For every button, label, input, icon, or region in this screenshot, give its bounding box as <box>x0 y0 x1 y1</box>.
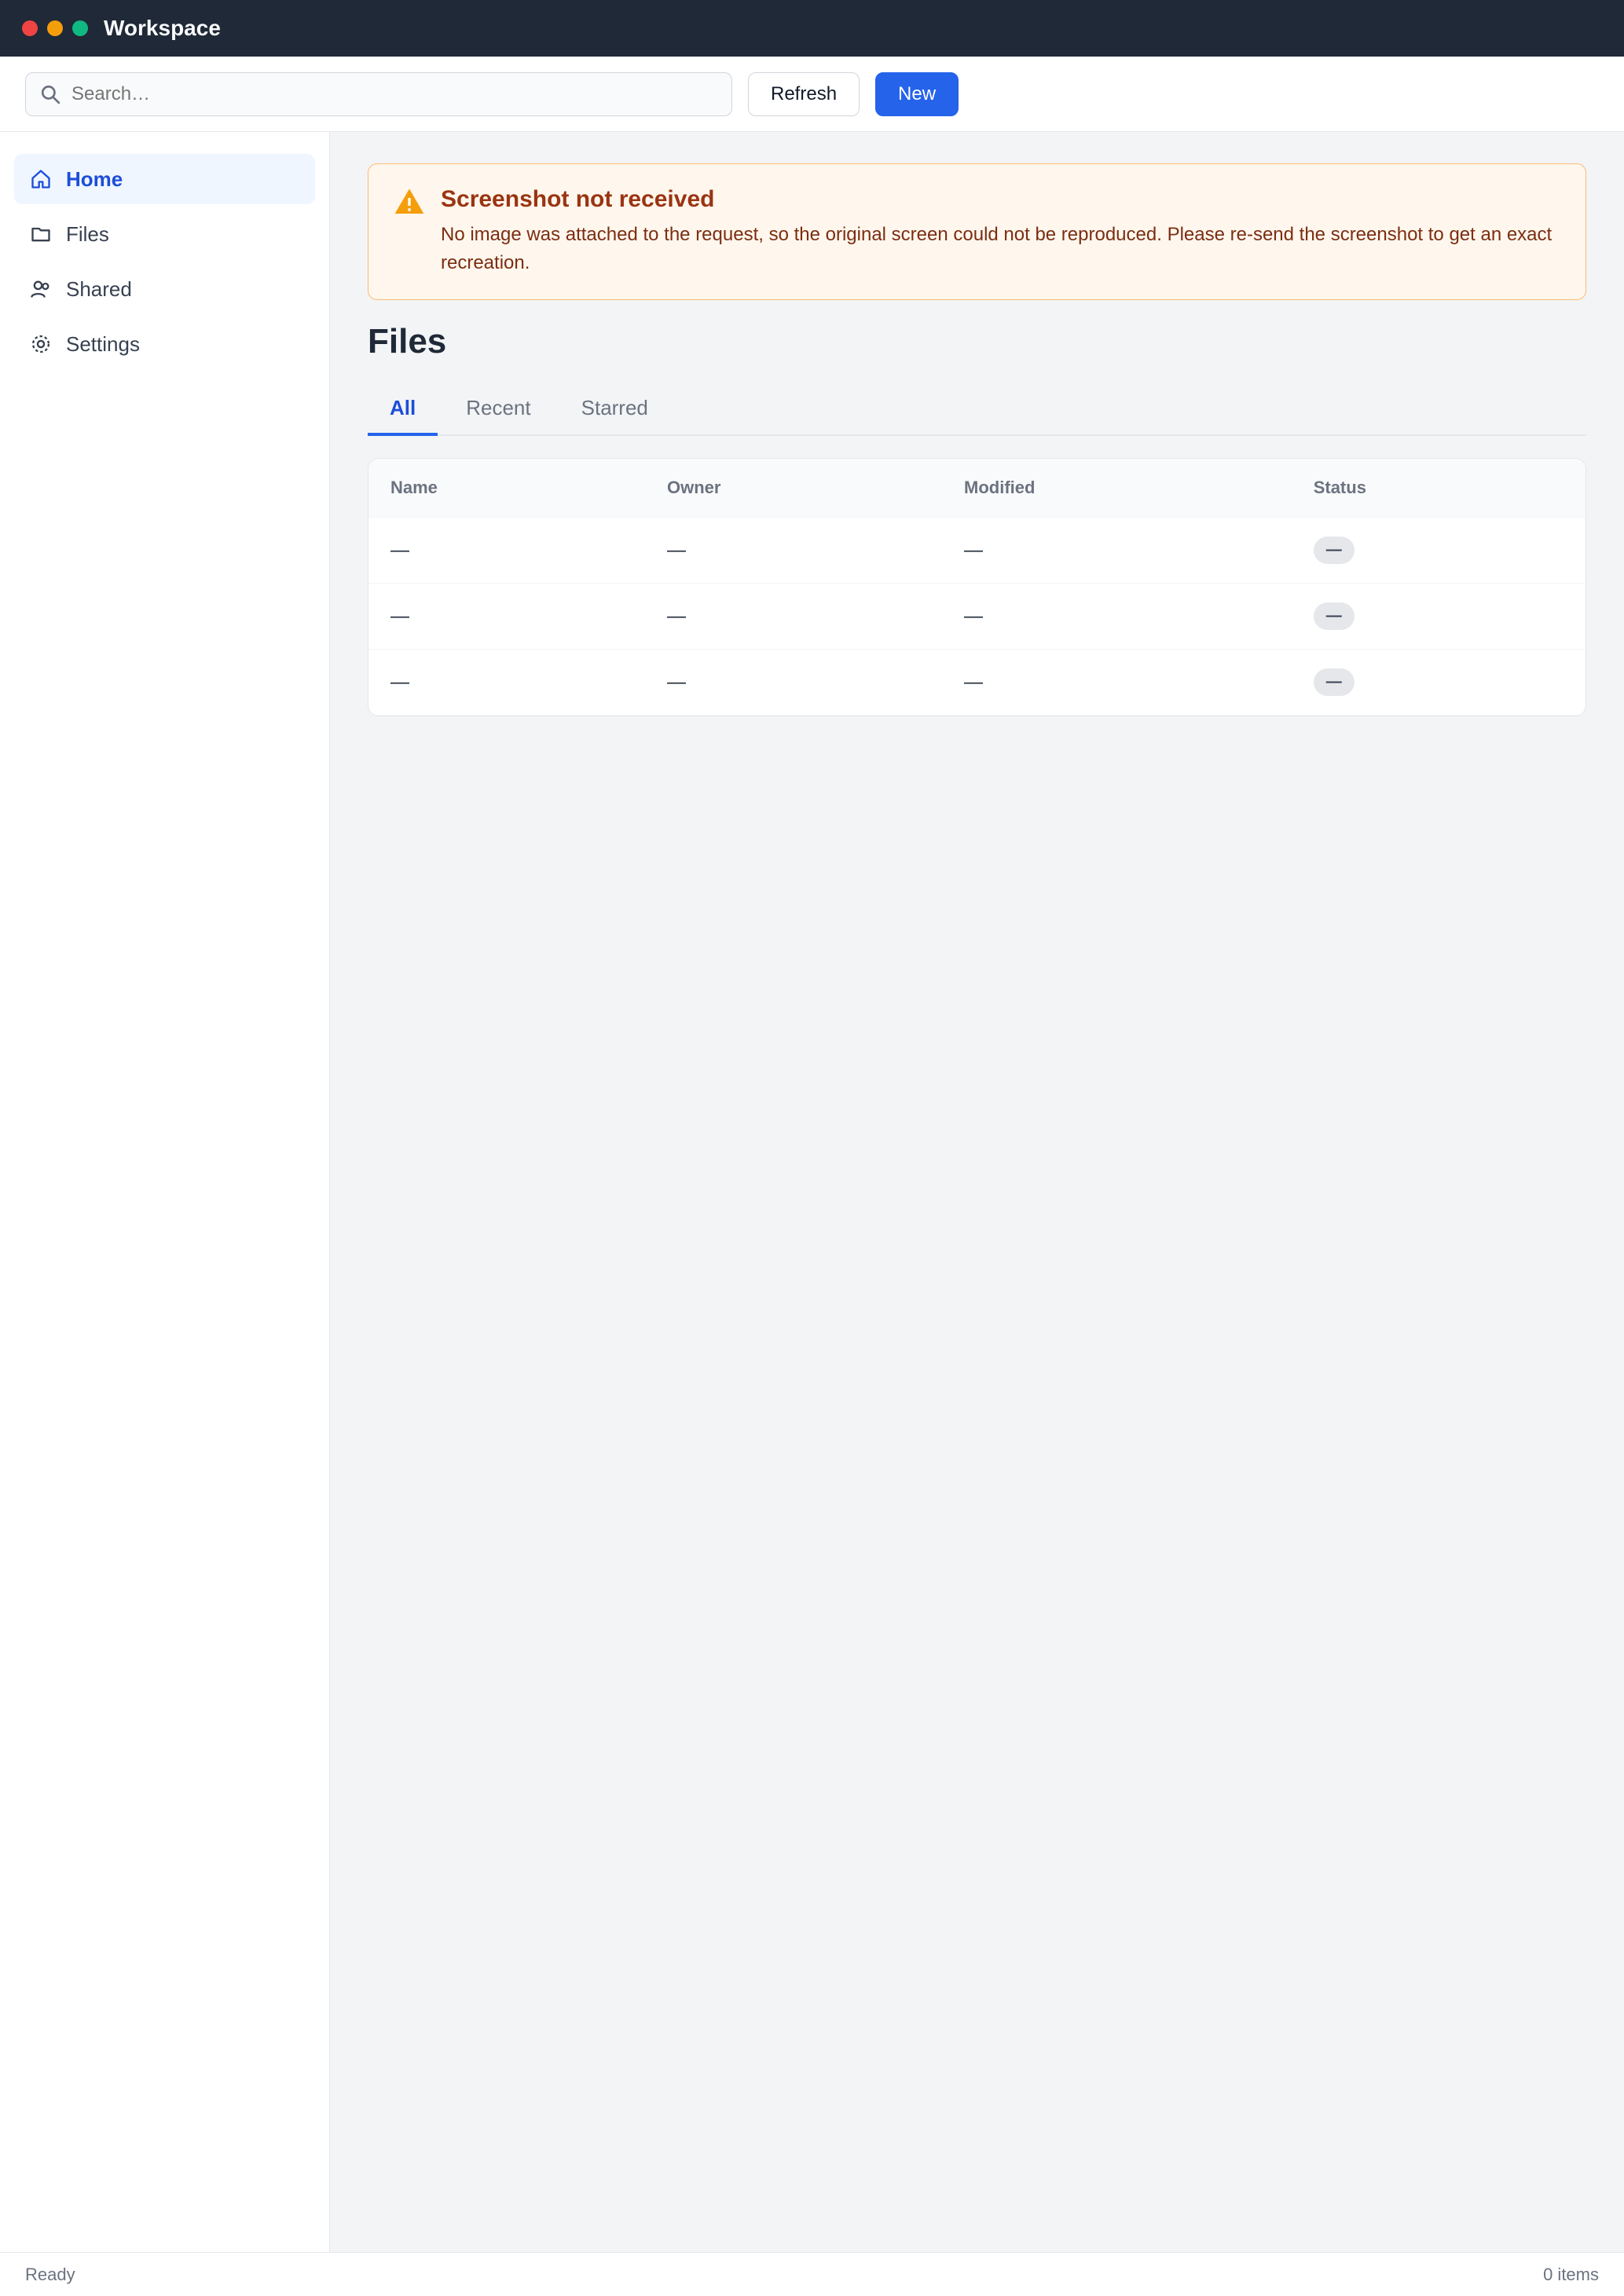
table-cell <box>1292 518 1586 584</box>
status-badge: — <box>1314 668 1355 696</box>
table-cell: — <box>942 650 1292 716</box>
sidebar-item-files[interactable] <box>14 209 315 259</box>
table-cell: — <box>645 650 942 716</box>
folder-icon <box>30 223 52 245</box>
notice-text: No image was attached to the request, so the original screen could not be reproduced. Please re-send the screenshot to get an exact recreation. <box>441 224 1553 273</box>
toolbar <box>0 57 1624 132</box>
missing-image-notice <box>368 163 1586 300</box>
table-cell <box>1292 650 1586 716</box>
sidebar-item-shared[interactable] <box>14 264 315 314</box>
files-table <box>368 459 1586 716</box>
title-bar <box>0 0 1624 57</box>
table-cell: — <box>368 518 645 584</box>
status-bar <box>0 2252 1624 2296</box>
table-header-row <box>368 459 1586 518</box>
table-cell: — <box>942 518 1292 584</box>
status-badge: — <box>1314 602 1355 630</box>
sidebar <box>0 132 330 2252</box>
main-content <box>330 132 1624 2252</box>
column-header-name[interactable]: Name <box>368 459 645 518</box>
search-icon <box>40 84 60 104</box>
close-window-button[interactable] <box>22 20 38 36</box>
tab-starred[interactable]: Starred <box>581 396 648 419</box>
refresh-button[interactable]: Refresh <box>748 72 860 116</box>
table-cell: — <box>645 584 942 650</box>
window-controls <box>22 20 88 36</box>
gear-icon <box>30 333 52 355</box>
table-row[interactable] <box>368 518 1586 584</box>
sidebar-item-home[interactable] <box>14 154 315 204</box>
search-box[interactable] <box>25 72 732 116</box>
search-input[interactable] <box>71 83 717 105</box>
table-cell <box>1292 584 1586 650</box>
notice-title: Screenshot not received <box>441 186 715 212</box>
table-cell: — <box>942 584 1292 650</box>
minimize-window-button[interactable] <box>47 20 63 36</box>
tab-recent[interactable]: Recent <box>466 396 531 419</box>
home-icon <box>30 168 52 190</box>
status-text: Ready <box>25 2264 75 2284</box>
column-header-owner[interactable]: Owner <box>645 459 942 518</box>
table-cell: — <box>368 650 645 716</box>
window-title: Workspace <box>104 16 221 40</box>
sidebar-item-settings[interactable] <box>14 319 315 369</box>
status-badge: — <box>1314 536 1355 564</box>
sidebar-item-label: Shared <box>66 276 132 301</box>
column-header-status[interactable]: Status <box>1292 459 1586 518</box>
users-icon <box>30 278 52 300</box>
new-button[interactable]: New <box>875 72 959 116</box>
sidebar-item-label: Files <box>66 222 109 246</box>
app-body <box>0 132 1624 2252</box>
table-cell: — <box>368 584 645 650</box>
sidebar-item-label: Home <box>66 167 123 191</box>
table-cell: — <box>645 518 942 584</box>
files-table-card <box>368 458 1586 716</box>
notice-body <box>441 186 1560 277</box>
maximize-window-button[interactable] <box>72 20 88 36</box>
page-title: Files <box>368 322 447 361</box>
sidebar-item-label: Settings <box>66 331 140 356</box>
tab-all[interactable]: All <box>368 383 438 436</box>
column-header-modified[interactable]: Modified <box>942 459 1292 518</box>
table-row[interactable] <box>368 650 1586 716</box>
tab-bar <box>368 383 1586 436</box>
table-row[interactable] <box>368 584 1586 650</box>
item-count: 0 items <box>1543 2264 1599 2284</box>
warning-icon <box>394 186 425 218</box>
